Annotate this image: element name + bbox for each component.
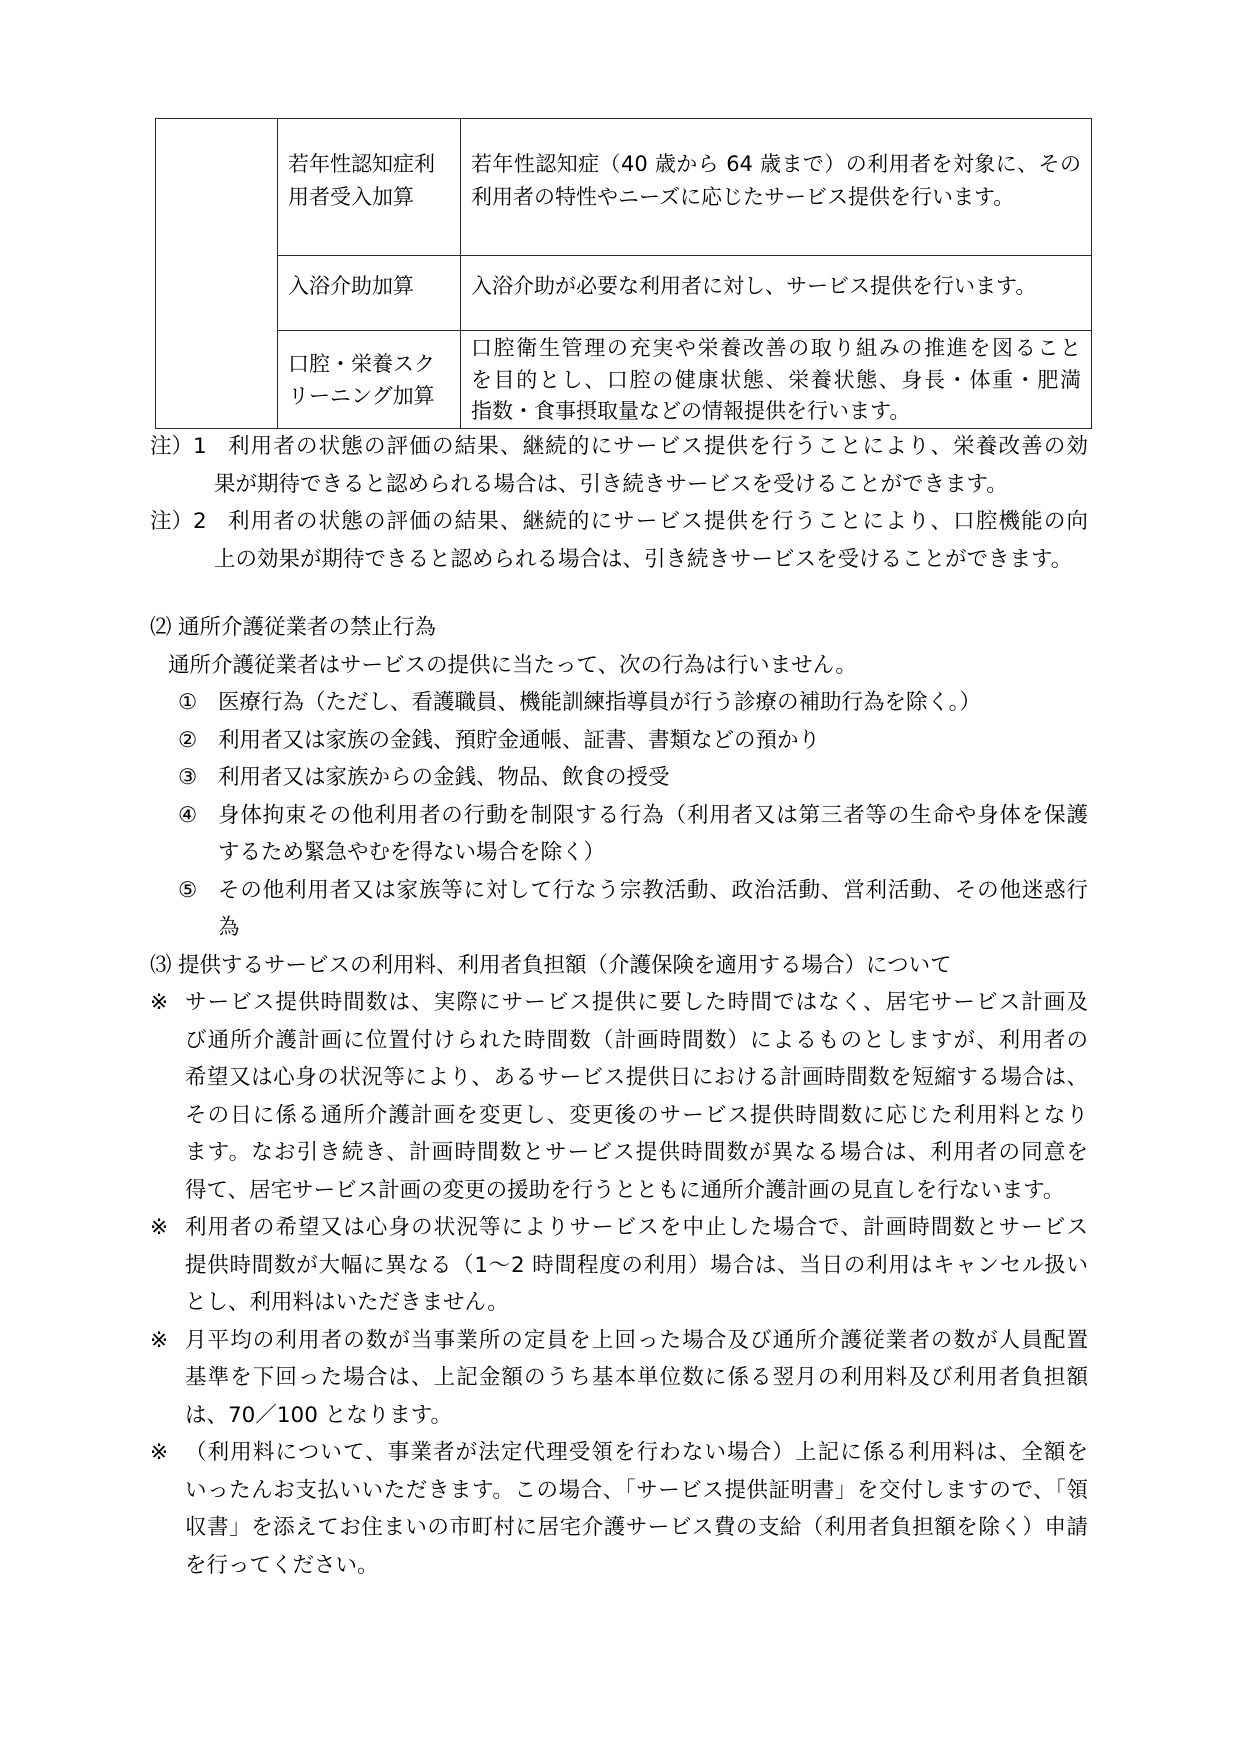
asterisk-note (150, 1209, 1088, 1247)
list-item-text: するため緊急やむを得ない場合を除く） (218, 840, 606, 865)
list-item-text: 利用者又は家族の金銭、預貯金通帳、証書、書類などの預かり (218, 727, 821, 753)
list-item-text: その他利用者又は家族等に対して行なう宗教活動、政治活動、営利活動、その他迷惑行 (218, 877, 1088, 903)
asterisk-note-text: ます。なお引き続き、計画時間数とサービス提供時間数が異なる場合は、利用者の同意を (185, 1140, 1088, 1165)
list-item-text: 医療行為（ただし、看護職員、機能訓練指導員が行う診療の補助行為を除く。） (218, 690, 981, 715)
addon-description-line: を目的とし、口腔の健康状態、栄養状態、身長・体重・肥満 (471, 367, 1081, 392)
addon-description-line: 利用者の特性やニーズに応じたサービス提供を行います。 (471, 184, 1015, 209)
table-row (156, 331, 1092, 429)
reference-mark: ※ (150, 990, 169, 1015)
list-item (178, 722, 1088, 760)
section-heading: 通所介護従業者の禁止行為 (178, 615, 437, 640)
asterisk-note-text: を行ってください。 (185, 1552, 379, 1578)
list-item-marker: ① (178, 690, 198, 715)
list-item-marker: ④ (178, 802, 198, 828)
addon-description-cell (461, 256, 1092, 331)
asterisk-note-text: いったんお支払いいただきます。この場合、「サービス提供証明書」を交付しますので、「領 (185, 1477, 1088, 1503)
section-heading-line (150, 609, 1088, 647)
asterisk-note-text: その日に係る通所介護計画を変更し、変更後のサービス提供時間数に応じた利用料となり (185, 1102, 1088, 1128)
asterisk-note-text: 収書」を添えてお住まいの市町村に居宅介護サービス費の支給（利用者負担額を除く）申請 (185, 1515, 1088, 1540)
list-item-marker: ③ (178, 765, 198, 790)
table-row (156, 256, 1092, 331)
list-item-marker: ② (178, 727, 198, 753)
note-line (150, 503, 1088, 541)
list-item-marker: ⑤ (178, 877, 198, 903)
asterisk-note-text: 希望又は心身の状況等により、あるサービス提供日における計画時間数を短縮する場合は、 (185, 1065, 1088, 1090)
asterisk-note-text: 提供時間数が大幅に異なる（1～2 時間程度の利用）場合は、当日の利用はキャンセル扱い (185, 1252, 1088, 1278)
note-label: 注）1 (150, 434, 207, 459)
asterisk-note-text: び通所介護計画に位置付けられた時間数（計画時間数）によるものとしますが、利用者の (185, 1027, 1088, 1053)
list-item (178, 797, 1088, 835)
addon-name-line: 入浴介助加算 (288, 273, 414, 298)
addon-description-line: 入浴介助が必要な利用者に対し、サービス提供を行います。 (471, 273, 1037, 298)
table-row (156, 119, 1092, 256)
note-line (150, 428, 1088, 466)
asterisk-note-text: サービス提供時間数は、実際にサービス提供に要した時間ではなく、居宅サービス計画及 (185, 990, 1088, 1015)
section-heading-line (150, 947, 1088, 985)
main-content (0, 609, 1241, 1584)
asterisk-note-text: 月平均の利用者の数が当事業所の定員を上回った場合及び通所介護従業者の数が人員配置 (185, 1327, 1088, 1353)
reference-mark: ※ (150, 1440, 169, 1465)
category-cell (156, 119, 278, 429)
asterisk-note-text: 利用者の希望又は心身の状況等によりサービスを中止した場合で、計画時間数とサービス (185, 1215, 1088, 1240)
section-number: ⑵ (150, 615, 172, 640)
reference-mark: ※ (150, 1327, 169, 1353)
section-heading: 提供するサービスの利用料、利用者負担額（介護保険を適用する場合）について (178, 952, 952, 978)
asterisk-note-text: は、70／100 となります。 (185, 1402, 453, 1428)
section-number: ⑶ (150, 952, 172, 978)
note-text: 利用者の状態の評価の結果、継続的にサービス提供を行うことにより、口腔機能の向 (228, 509, 1088, 534)
addon-description-line: 指数・食事摂取量などの情報提供を行います。 (471, 399, 911, 424)
addon-name-cell (278, 331, 461, 429)
reference-mark: ※ (150, 1215, 169, 1240)
addon-table (155, 118, 1092, 429)
list-item-text: 為 (218, 915, 240, 940)
note-text: 利用者の状態の評価の結果、継続的にサービス提供を行うことにより、栄養改善の効 (228, 434, 1088, 459)
asterisk-note (150, 984, 1088, 1022)
asterisk-note (150, 1322, 1088, 1360)
addon-description-line: 若年性認知症（40 歳から 64 歳まで）の利用者を対象に、その (471, 151, 1081, 176)
addon-description-cell (461, 331, 1092, 429)
addon-name-line: 口腔・栄養スク (288, 352, 435, 376)
list-item (178, 872, 1088, 910)
section-intro: 通所介護従業者はサービスの提供に当たって、次の行為は行いません。 (168, 652, 857, 678)
asterisk-note-text: 得て、居宅サービス計画の変更の援助を行うとともに通所介護計画の見直しを行ないます。 (185, 1177, 1065, 1203)
addon-description-cell (461, 119, 1092, 256)
list-item-text: 利用者又は家族からの金銭、物品、飲食の授受 (218, 765, 670, 790)
list-item-text: 身体拘束その他利用者の行動を制限する行為（利用者又は第三者等の生命や身体を保護 (218, 802, 1088, 828)
addon-description-line: 口腔衛生管理の充実や栄養改善の取り組みの推進を図ること (471, 336, 1081, 361)
addon-name-line: 若年性認知症利 (288, 151, 435, 176)
notes-block (0, 428, 1241, 578)
note-label: 注）2 (150, 509, 207, 534)
asterisk-note-text: とし、利用料はいただきません。 (185, 1290, 509, 1315)
asterisk-note (150, 1434, 1088, 1472)
note-line: 上の効果が期待できると認められる場合は、引き続きサービスを受けることができます。 (214, 546, 1073, 572)
addon-name-cell (278, 119, 461, 256)
asterisk-note-text: （利用料について、事業者が法定代理受領を行わない場合）上記に係る利用料は、全額を (185, 1440, 1088, 1465)
addon-name-line: リーニング加算 (288, 383, 435, 408)
addon-name-line: 用者受入加算 (288, 184, 414, 209)
asterisk-note-text: 基準を下回った場合は、上記金額のうち基本単位数に係る翌月の利用料及び利用者負担額 (185, 1365, 1088, 1390)
list-item (178, 759, 1088, 797)
list-item (178, 684, 1088, 722)
note-line: 果が期待できると認められる場合は、引き続きサービスを受けることができます。 (214, 471, 1008, 497)
addon-name-cell (278, 256, 461, 331)
